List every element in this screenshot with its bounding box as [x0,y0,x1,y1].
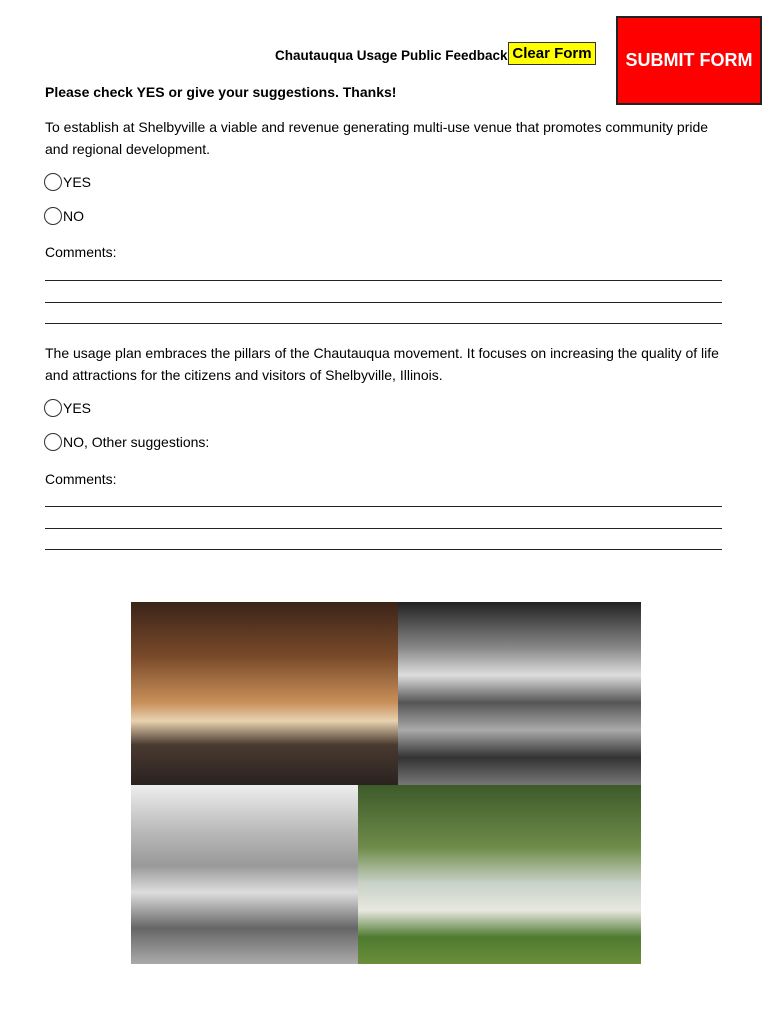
q2-comment-line-3[interactable] [45,549,722,550]
clear-form-button[interactable]: Clear Form [508,42,596,65]
q2-no-radio[interactable] [44,433,62,451]
q1-no-label: NO [63,208,84,224]
q2-yes-label: YES [63,400,92,416]
q2-comment-line-2[interactable] [45,528,722,529]
q2-yes-option[interactable] [44,399,91,417]
photo-exterior-historic [131,785,358,964]
q1-no-option[interactable] [44,207,84,225]
submit-form-button[interactable]: SUBMIT FORM [616,16,762,105]
q1-yes-radio[interactable] [44,173,62,191]
q1-yes-label: YES [63,174,92,190]
question-1-text: To establish at Shelbyville a viable and revenue generating multi-use venue that promotes community pride and regional development. [45,119,709,157]
q1-no-radio[interactable] [44,207,62,225]
photo-interior-color [131,602,398,785]
photo-exterior-modern [358,785,641,964]
q1-comment-line-1[interactable] [45,280,722,281]
q1-comment-line-3[interactable] [45,323,722,324]
q2-no-option[interactable] [44,433,209,451]
photo-interior-bw [398,602,641,785]
q2-comment-line-1[interactable] [45,506,722,507]
q2-yes-radio[interactable] [44,399,62,417]
q1-comment-line-2[interactable] [45,302,722,303]
q2-no-label: NO, Other suggestions: [63,434,210,450]
q2-comments-label: Comments: [45,471,117,487]
form-title: Chautauqua Usage Public Feedback [275,48,508,63]
q1-yes-option[interactable] [44,173,91,191]
instructions: Please check YES or give your suggestions. Thanks! [45,84,397,100]
question-2-text: The usage plan embraces the pillars of the Chautauqua movement. It focuses on increasing the quality of life and attractions for the citizens and visitors of Shelbyville, Illinois. [45,345,719,383]
q1-comments-label: Comments: [45,244,117,260]
